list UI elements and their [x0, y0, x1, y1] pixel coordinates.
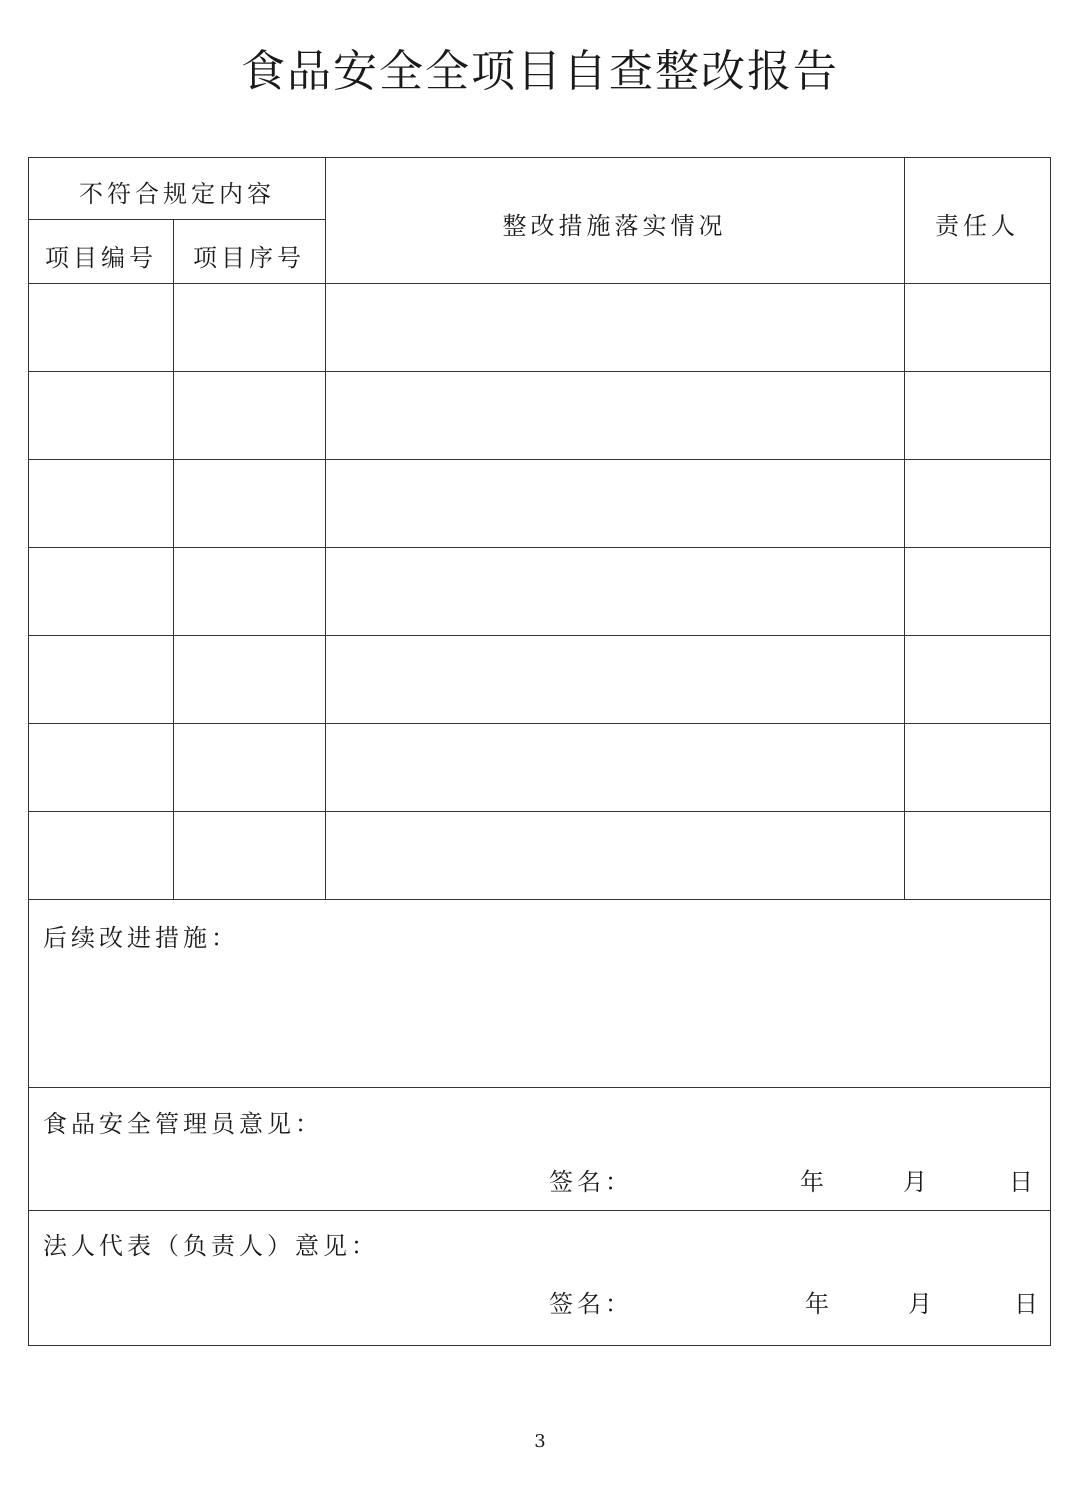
manager-year-label: 年 — [800, 1168, 828, 1196]
table-row — [29, 371, 1050, 459]
legal-rep-year-label: 年 — [805, 1290, 833, 1318]
table-row — [29, 459, 1050, 547]
legal-rep-day-label: 日 — [1014, 1290, 1042, 1318]
manager-day-label: 日 — [1009, 1168, 1037, 1196]
table-row — [29, 635, 1050, 723]
header-group-label: 不符合规定内容 — [79, 180, 275, 208]
followup-bottom-line — [29, 1087, 1050, 1088]
table-row — [29, 283, 1050, 371]
manager-bottom-line — [29, 1210, 1050, 1211]
followup-label: 后续改进措施： — [43, 924, 239, 952]
manager-opinion-label: 食品安全管理员意见： — [43, 1110, 323, 1138]
table-row — [29, 547, 1050, 635]
table-bottom-line — [29, 899, 1050, 900]
rectification-form — [28, 157, 1051, 1346]
header-item-seq: 项目序号 — [193, 244, 305, 272]
legal-rep-signature-label: 签名： — [549, 1290, 633, 1318]
header-responsible: 责任人 — [935, 212, 1019, 240]
legal-rep-month-label: 月 — [908, 1290, 936, 1318]
legal-rep-opinion-label: 法人代表（负责人）意见： — [43, 1232, 379, 1260]
header-group-divider — [29, 219, 325, 220]
table-row — [29, 723, 1050, 811]
header-item-code: 项目编号 — [45, 244, 157, 272]
header-measures: 整改措施落实情况 — [502, 212, 727, 240]
manager-signature-label: 签名： — [549, 1168, 633, 1196]
document-title: 食品安全全项目自查整改报告 — [241, 46, 839, 97]
table-row — [29, 811, 1050, 899]
manager-month-label: 月 — [903, 1168, 931, 1196]
page-number: 3 — [534, 1431, 546, 1452]
